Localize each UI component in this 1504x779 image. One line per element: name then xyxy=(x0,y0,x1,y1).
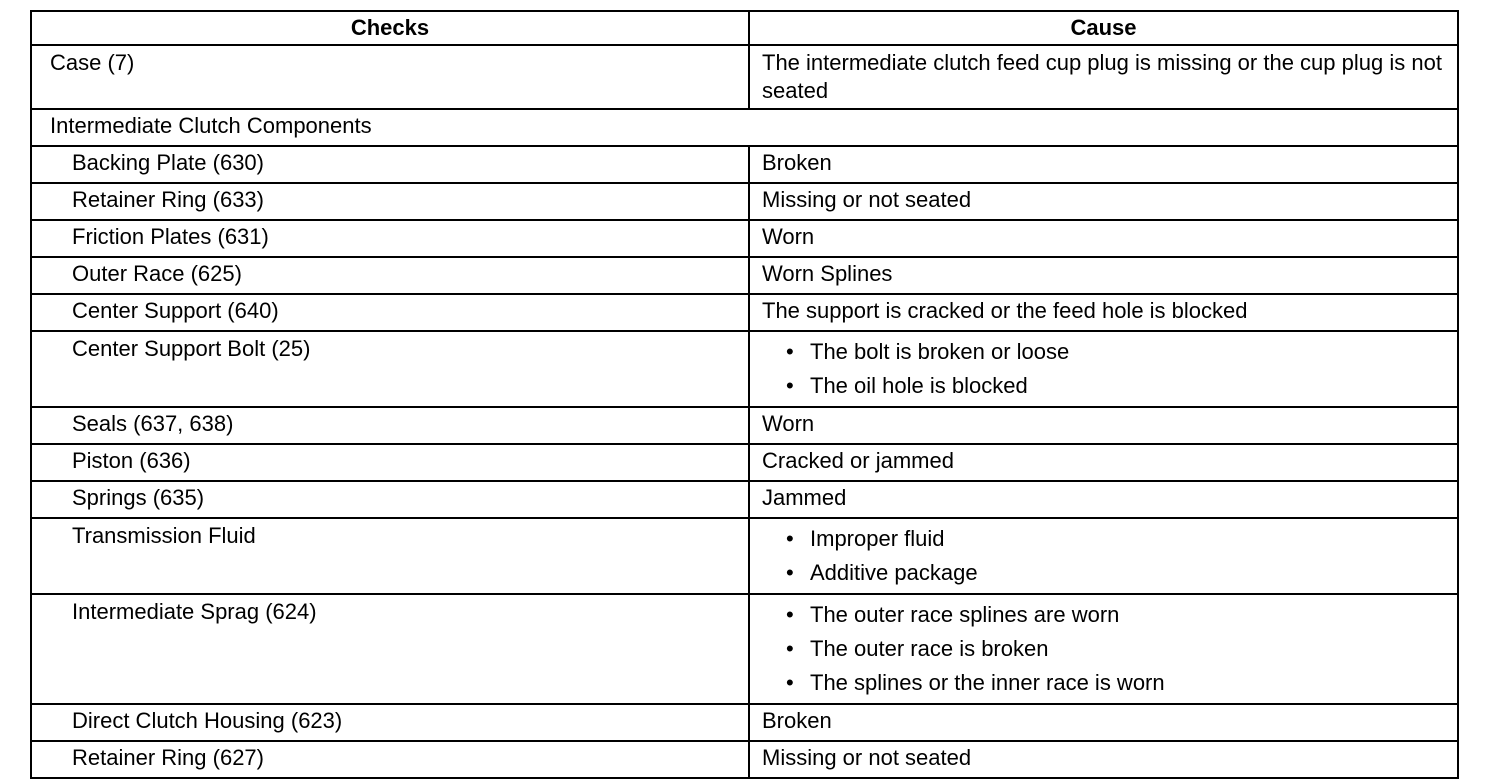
cause-column-header: Cause xyxy=(749,11,1458,45)
cause-cell: The support is cracked or the feed hole is blocked xyxy=(749,294,1458,331)
cause-bullet-item: • The splines or the inner race is worn xyxy=(786,666,1445,700)
check-cell: Transmission Fluid xyxy=(31,518,749,594)
cause-cell: Broken xyxy=(749,146,1458,183)
cause-bullet-item: • The bolt is broken or loose xyxy=(786,335,1445,369)
table-body xyxy=(31,45,1458,778)
cause-bullet-item: • The outer race is broken xyxy=(786,632,1445,666)
cause-cell: Worn Splines xyxy=(749,257,1458,294)
cause-bullet-item: • Additive package xyxy=(786,556,1445,590)
table-row xyxy=(31,704,1458,741)
cause-bullet-item: • The outer race splines are worn xyxy=(786,598,1445,632)
check-cell: Seals (637, 638) xyxy=(31,407,749,444)
table-row xyxy=(31,146,1458,183)
table-row xyxy=(31,183,1458,220)
check-cell: Outer Race (625) xyxy=(31,257,749,294)
table-row xyxy=(31,257,1458,294)
cause-cell: Missing or not seated xyxy=(749,183,1458,220)
table-row xyxy=(31,741,1458,778)
cause-bullet-list xyxy=(762,522,1445,590)
table-row xyxy=(31,220,1458,257)
table-row xyxy=(31,594,1458,704)
cause-cell: Cracked or jammed xyxy=(749,444,1458,481)
case-cause-cell: The intermediate clutch feed cup plug is missing or the cup plug is not seated xyxy=(749,45,1458,109)
section-label: Intermediate Clutch Components xyxy=(31,109,1458,146)
cause-cell: Worn xyxy=(749,407,1458,444)
check-cell: Springs (635) xyxy=(31,481,749,518)
cause-cell xyxy=(749,594,1458,704)
cause-cell: Missing or not seated xyxy=(749,741,1458,778)
table-row xyxy=(31,481,1458,518)
check-cell: Center Support Bolt (25) xyxy=(31,331,749,407)
cause-cell xyxy=(749,518,1458,594)
table-row xyxy=(31,294,1458,331)
check-cell: Retainer Ring (627) xyxy=(31,741,749,778)
cause-bullet-list xyxy=(762,598,1445,700)
case-check-cell: Case (7) xyxy=(31,45,749,109)
check-cell: Retainer Ring (633) xyxy=(31,183,749,220)
check-cell: Friction Plates (631) xyxy=(31,220,749,257)
cause-cell: Jammed xyxy=(749,481,1458,518)
check-cell: Center Support (640) xyxy=(31,294,749,331)
cause-cell: Broken xyxy=(749,704,1458,741)
checks-column-header: Checks xyxy=(31,11,749,45)
cause-bullet-item: • Improper fluid xyxy=(786,522,1445,556)
table-row xyxy=(31,444,1458,481)
cause-cell xyxy=(749,331,1458,407)
cause-cell: Worn xyxy=(749,220,1458,257)
check-cell: Piston (636) xyxy=(31,444,749,481)
check-cell: Intermediate Sprag (624) xyxy=(31,594,749,704)
check-cell: Backing Plate (630) xyxy=(31,146,749,183)
table-row xyxy=(31,331,1458,407)
table-row xyxy=(31,407,1458,444)
case-row xyxy=(31,45,1458,109)
check-cell: Direct Clutch Housing (623) xyxy=(31,704,749,741)
cause-bullet-list xyxy=(762,335,1445,403)
section-row xyxy=(31,109,1458,146)
table-row xyxy=(31,518,1458,594)
checks-cause-table xyxy=(30,10,1459,779)
header-row xyxy=(31,11,1458,45)
cause-bullet-item: • The oil hole is blocked xyxy=(786,369,1445,403)
